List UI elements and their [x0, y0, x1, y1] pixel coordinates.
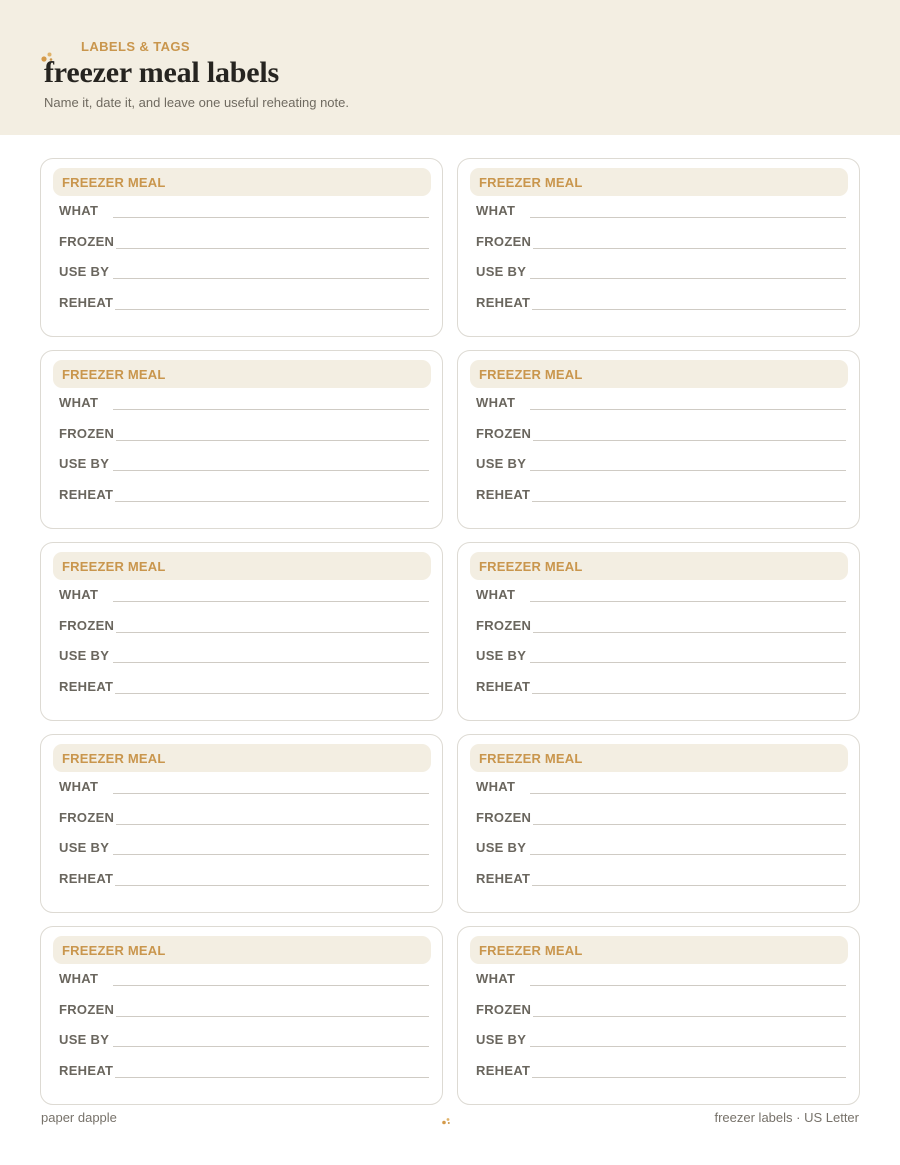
field-label: USE BY	[59, 648, 110, 663]
field-label: USE BY	[476, 264, 527, 279]
write-in-line[interactable]	[113, 662, 429, 663]
label-header-band	[470, 552, 848, 580]
label-field	[476, 679, 846, 695]
label-field	[476, 587, 846, 603]
write-in-line[interactable]	[533, 824, 846, 825]
label-field	[476, 810, 846, 826]
label-field	[476, 1063, 846, 1079]
write-in-line[interactable]	[116, 824, 429, 825]
write-in-line[interactable]	[530, 793, 846, 794]
label-field	[476, 779, 846, 795]
field-label: WHAT	[59, 203, 99, 218]
label-field	[476, 648, 846, 664]
label-field	[59, 1002, 429, 1018]
label-field	[59, 395, 429, 411]
write-in-line[interactable]	[113, 601, 429, 602]
write-in-line[interactable]	[533, 248, 846, 249]
page-title: freezer meal labels	[44, 56, 279, 89]
field-label: USE BY	[476, 1032, 527, 1047]
write-in-line[interactable]	[530, 854, 846, 855]
label-field	[476, 395, 846, 411]
field-label: FROZEN	[476, 426, 532, 441]
label-field	[476, 871, 846, 887]
label-field	[476, 264, 846, 280]
label-field	[59, 971, 429, 987]
field-label: REHEAT	[59, 487, 114, 502]
field-label: WHAT	[59, 971, 99, 986]
label-grid	[40, 158, 860, 1105]
label-header-band	[53, 744, 431, 772]
write-in-line[interactable]	[532, 501, 846, 502]
label-field	[476, 840, 846, 856]
field-label: FROZEN	[59, 810, 115, 825]
footer-info: freezer labels · US Letter	[714, 1110, 859, 1125]
label-field	[59, 840, 429, 856]
field-label: FROZEN	[476, 234, 532, 249]
write-in-line[interactable]	[530, 1046, 846, 1047]
write-in-line[interactable]	[530, 217, 846, 218]
field-label: WHAT	[476, 971, 516, 986]
label-field	[476, 426, 846, 442]
field-label: USE BY	[59, 264, 110, 279]
field-label: FROZEN	[476, 618, 532, 633]
freezer-label-card	[457, 158, 860, 337]
field-label: USE BY	[476, 648, 527, 663]
label-title: FREEZER MEAL	[479, 175, 583, 190]
write-in-line[interactable]	[116, 440, 429, 441]
field-label: REHEAT	[59, 1063, 114, 1078]
field-label: FROZEN	[59, 618, 115, 633]
freezer-label-card	[40, 158, 443, 337]
field-label: FROZEN	[476, 1002, 532, 1017]
field-label: WHAT	[59, 395, 99, 410]
freezer-label-card	[40, 542, 443, 721]
label-field	[476, 234, 846, 250]
write-in-line[interactable]	[113, 793, 429, 794]
label-title: FREEZER MEAL	[479, 751, 583, 766]
write-in-line[interactable]	[113, 278, 429, 279]
footer-brand: paper dapple	[41, 1110, 117, 1125]
page-header	[0, 0, 900, 135]
label-field	[59, 203, 429, 219]
freezer-label-card	[40, 350, 443, 529]
write-in-line[interactable]	[115, 885, 429, 886]
freezer-label-card	[457, 734, 860, 913]
write-in-line[interactable]	[113, 470, 429, 471]
label-field	[59, 456, 429, 472]
label-field	[59, 648, 429, 664]
label-field	[476, 1002, 846, 1018]
dot-cluster-icon	[441, 1116, 451, 1126]
label-field	[59, 426, 429, 442]
write-in-line[interactable]	[530, 278, 846, 279]
field-label: USE BY	[476, 456, 527, 471]
field-label: WHAT	[476, 779, 516, 794]
label-field	[59, 679, 429, 695]
label-field	[59, 810, 429, 826]
write-in-line[interactable]	[116, 632, 429, 633]
field-label: WHAT	[476, 203, 516, 218]
field-label: USE BY	[59, 840, 110, 855]
label-field	[59, 587, 429, 603]
field-label: WHAT	[59, 779, 99, 794]
label-title: FREEZER MEAL	[479, 559, 583, 574]
field-label: FROZEN	[476, 810, 532, 825]
field-label: REHEAT	[476, 679, 531, 694]
label-title: FREEZER MEAL	[62, 175, 166, 190]
write-in-line[interactable]	[532, 309, 846, 310]
write-in-line[interactable]	[530, 601, 846, 602]
label-header-band	[53, 168, 431, 196]
write-in-line[interactable]	[115, 501, 429, 502]
label-field	[476, 1032, 846, 1048]
field-label: REHEAT	[59, 295, 114, 310]
field-label: WHAT	[59, 587, 99, 602]
write-in-line[interactable]	[113, 985, 429, 986]
field-label: FROZEN	[59, 234, 115, 249]
write-in-line[interactable]	[113, 1046, 429, 1047]
label-field	[59, 618, 429, 634]
field-label: USE BY	[59, 1032, 110, 1047]
label-field	[476, 456, 846, 472]
label-title: FREEZER MEAL	[62, 943, 166, 958]
field-label: REHEAT	[476, 871, 531, 886]
write-in-line[interactable]	[115, 1077, 429, 1078]
write-in-line[interactable]	[532, 885, 846, 886]
label-field	[59, 264, 429, 280]
field-label: REHEAT	[476, 1063, 531, 1078]
field-label: WHAT	[476, 587, 516, 602]
write-in-line[interactable]	[113, 854, 429, 855]
write-in-line[interactable]	[116, 1016, 429, 1017]
field-label: FROZEN	[59, 1002, 115, 1017]
write-in-line[interactable]	[530, 470, 846, 471]
field-label: REHEAT	[59, 871, 114, 886]
field-label: USE BY	[59, 456, 110, 471]
write-in-line[interactable]	[533, 1016, 846, 1017]
label-header-band	[470, 936, 848, 964]
label-title: FREEZER MEAL	[62, 559, 166, 574]
field-label: REHEAT	[59, 679, 114, 694]
label-field	[59, 234, 429, 250]
label-field	[476, 487, 846, 503]
write-in-line[interactable]	[532, 1077, 846, 1078]
field-label: WHAT	[476, 395, 516, 410]
label-field	[59, 779, 429, 795]
label-field	[476, 618, 846, 634]
label-field	[476, 295, 846, 311]
label-field	[476, 971, 846, 987]
eyebrow-label: LABELS & TAGS	[81, 39, 190, 54]
label-header-band	[470, 360, 848, 388]
write-in-line[interactable]	[116, 248, 429, 249]
label-field	[59, 1032, 429, 1048]
freezer-label-card	[40, 734, 443, 913]
write-in-line[interactable]	[530, 985, 846, 986]
freezer-label-card	[457, 926, 860, 1105]
label-title: FREEZER MEAL	[479, 367, 583, 382]
field-label: REHEAT	[476, 487, 531, 502]
freezer-label-card	[457, 542, 860, 721]
field-label: REHEAT	[476, 295, 531, 310]
write-in-line[interactable]	[530, 662, 846, 663]
label-header-band	[470, 744, 848, 772]
write-in-line[interactable]	[532, 693, 846, 694]
freezer-label-card	[457, 350, 860, 529]
page-subtitle: Name it, date it, and leave one useful reheating note.	[44, 95, 349, 110]
field-label: USE BY	[476, 840, 527, 855]
label-field	[59, 295, 429, 311]
field-label: FROZEN	[59, 426, 115, 441]
label-header-band	[470, 168, 848, 196]
freezer-label-card	[40, 926, 443, 1105]
label-header-band	[53, 936, 431, 964]
label-field	[476, 203, 846, 219]
label-title: FREEZER MEAL	[62, 751, 166, 766]
write-in-line[interactable]	[113, 409, 429, 410]
write-in-line[interactable]	[115, 309, 429, 310]
write-in-line[interactable]	[115, 693, 429, 694]
write-in-line[interactable]	[530, 409, 846, 410]
label-field	[59, 487, 429, 503]
write-in-line[interactable]	[533, 632, 846, 633]
write-in-line[interactable]	[113, 217, 429, 218]
label-header-band	[53, 360, 431, 388]
label-title: FREEZER MEAL	[479, 943, 583, 958]
label-header-band	[53, 552, 431, 580]
label-field	[59, 871, 429, 887]
label-field	[59, 1063, 429, 1079]
write-in-line[interactable]	[533, 440, 846, 441]
label-title: FREEZER MEAL	[62, 367, 166, 382]
